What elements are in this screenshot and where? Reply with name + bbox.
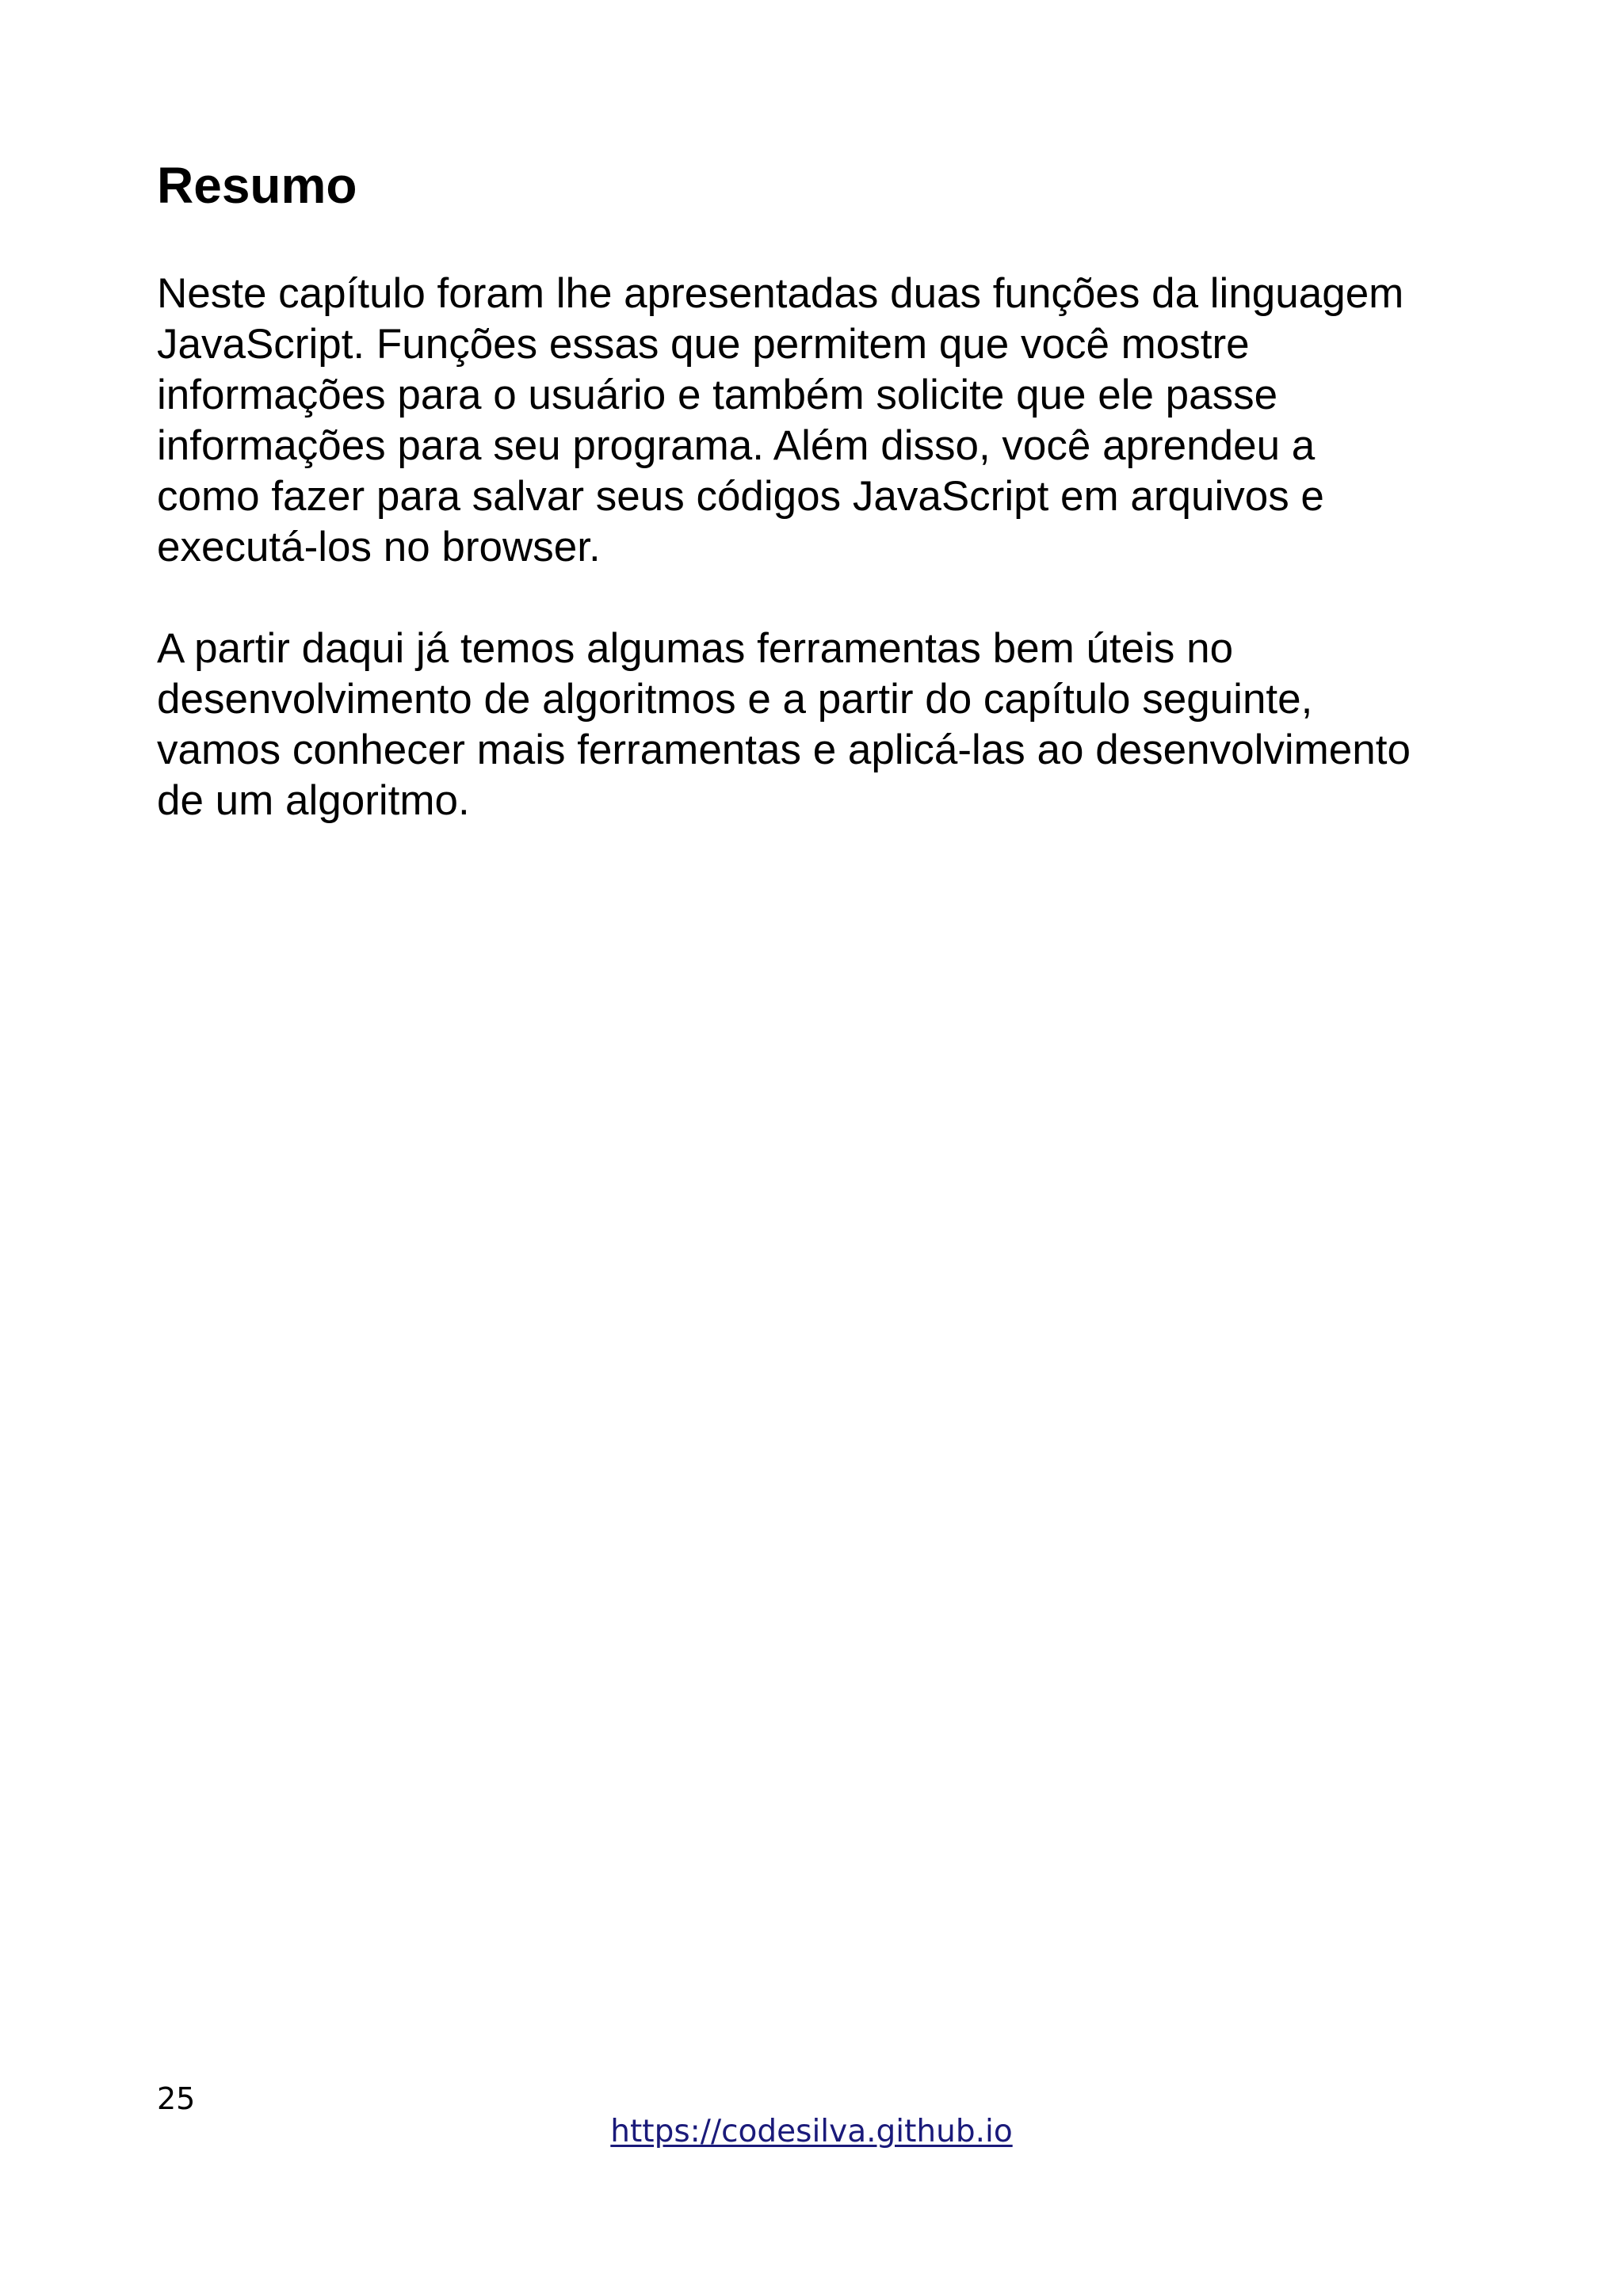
footer (0, 2113, 1623, 2151)
page-number: 25 (157, 2081, 196, 2116)
paragraph-next-steps: A partir daqui já temos algumas ferramentas bem úteis no desenvolvimento de algoritmos e a partir do capítulo seguinte, vamos conhecer mais ferramentas e aplicá-las ao desenvolvimento de um algoritmo. (157, 625, 1411, 824)
body-text (157, 269, 1480, 877)
footer-url-link[interactable]: https://codesilva.github.io (610, 2114, 1013, 2149)
paragraph-summary: Neste capítulo foram lhe apresentadas duas funções da linguagem JavaScript. Funções essas que permitem que você mostre informações para o usuário e também solicite que ele passe informações para seu programa. Além disso, você aprendeu a como fazer para salvar seus códigos JavaScript em arquivos e executá-los no browser. (157, 270, 1404, 570)
section-heading: Resumo (157, 157, 357, 214)
